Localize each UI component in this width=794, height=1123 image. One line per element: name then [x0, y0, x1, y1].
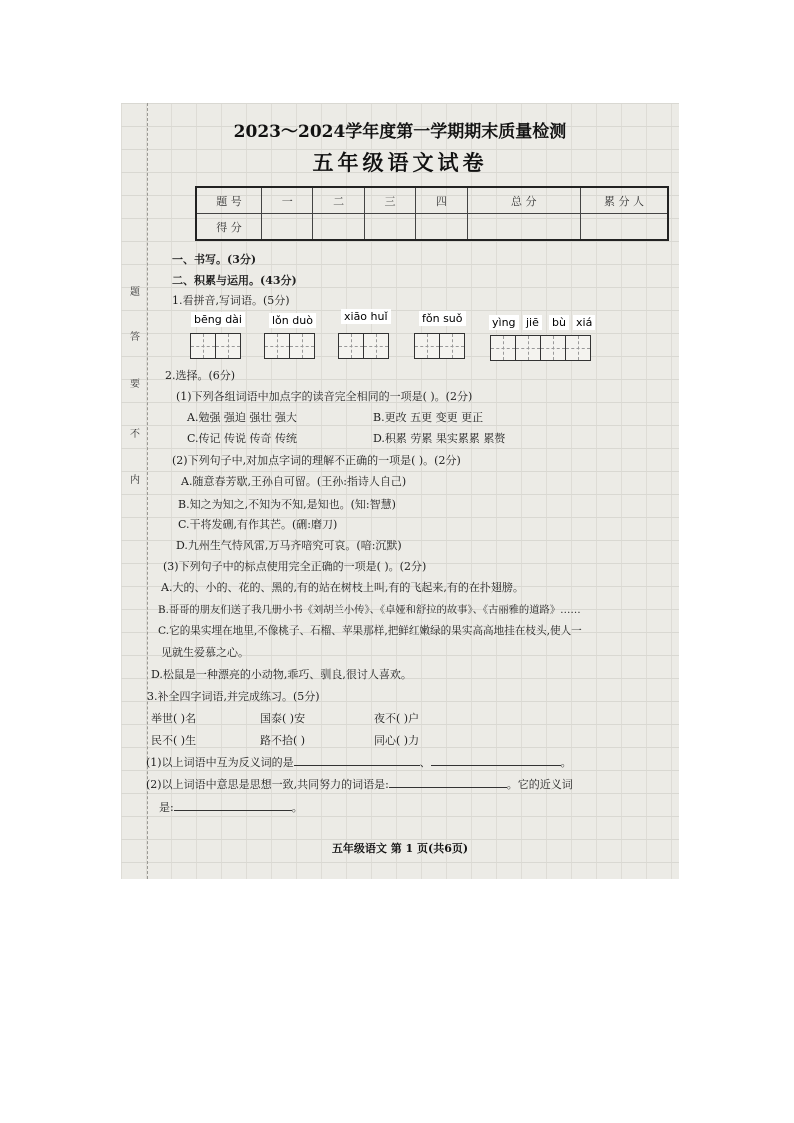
table-cell: 三 [364, 187, 415, 214]
question-text: (1)下列各组词语中加点字的读音完全相同的一项是( )。(2分) [176, 390, 473, 403]
table-row [196, 214, 668, 241]
pinyin-label: yìng [489, 315, 519, 330]
exam-subtitle: 五年级语文试卷 [312, 150, 488, 175]
option-text: A.随意春芳歇,王孙自可留。(王孙:指诗人自己) [181, 475, 407, 488]
score-cell[interactable] [581, 214, 669, 241]
period: 。 [291, 801, 303, 814]
exercise-text: 它的近义词 [517, 778, 573, 791]
score-cell[interactable] [416, 214, 467, 241]
question-title: 1.看拼音,写词语。(5分) [172, 294, 290, 307]
page-footer: 五年级语文 第 1 页(共6页) [331, 842, 469, 855]
option-text: C.干将发硎,有作其芒。(硎:磨刀) [178, 518, 338, 531]
writing-box-group[interactable] [490, 335, 591, 361]
option-text: A.勉强 强迫 强壮 强大 [187, 411, 297, 424]
question-title: 3.补全四字词语,并完成练习。(5分) [147, 690, 320, 703]
idiom-blank[interactable]: 民不( )生 [151, 734, 197, 747]
answer-blank[interactable] [389, 787, 507, 788]
exercise-line [146, 776, 573, 792]
exercise-line [159, 799, 303, 815]
exercise-text: 是: [159, 801, 174, 814]
option-text: D.松鼠是一种漂亮的小动物,乖巧、驯良,很讨人喜欢。 [151, 668, 412, 681]
side-char: 不 [130, 429, 140, 440]
score-cell[interactable] [467, 214, 581, 241]
writing-box-group[interactable] [264, 333, 315, 359]
side-char: 内 [130, 475, 140, 486]
score-cell[interactable] [364, 214, 415, 241]
question-text: (2)下列句子中,对加点字词的理解不正确的一项是( )。(2分) [172, 454, 461, 467]
idiom-blank[interactable]: 同心( )力 [374, 734, 420, 747]
side-char: 答 [130, 332, 140, 343]
pinyin-label: xiá [573, 315, 595, 330]
option-text: D.积累 劳累 果实累累 累赘 [373, 432, 506, 445]
separator: 、 [419, 756, 431, 769]
pinyin-label: fǒn suǒ [419, 311, 466, 326]
option-text: A.大的、小的、花的、黑的,有的站在树枝上叫,有的飞起来,有的在扑翅膀。 [161, 581, 524, 594]
question-text: (3)下列句子中的标点使用完全正确的一项是( )。(2分) [163, 560, 427, 573]
table-row [196, 187, 668, 214]
pinyin-label: xiāo huǐ [341, 309, 391, 324]
section-heading: 一、书写。(3分) [172, 253, 257, 266]
answer-blank[interactable] [294, 765, 420, 766]
option-text: B.知之为知之,不知为不知,是知也。(知:智慧) [178, 498, 396, 511]
pinyin-label: jiē [523, 315, 542, 330]
option-text: 见就生爱慕之心。 [161, 646, 249, 659]
writing-box-group[interactable] [190, 333, 241, 359]
writing-box-group[interactable] [338, 333, 389, 359]
exercise-text: (2)以上词语中意思是思想一致,共同努力的词语是: [146, 778, 389, 791]
exam-title: 2023～2024学年度第一学期期末质量检测 [233, 122, 567, 142]
table-cell: 一 [262, 187, 313, 214]
side-char: 题 [130, 287, 140, 298]
table-cell: 总 分 [467, 187, 581, 214]
score-cell[interactable] [313, 214, 364, 241]
option-text: B.更改 五更 变更 更正 [373, 411, 484, 424]
table-cell: 累 分 人 [581, 187, 669, 214]
table-cell: 题 号 [196, 187, 262, 214]
option-text: C.它的果实埋在地里,不像桃子、石榴、苹果那样,把鲜红嫩绿的果实高高地挂在枝头,使人一 [158, 625, 582, 637]
score-cell[interactable] [262, 214, 313, 241]
idiom-blank[interactable]: 夜不( )户 [374, 712, 420, 725]
exam-paper [121, 103, 679, 879]
period: 。 [560, 756, 572, 769]
table-cell: 二 [313, 187, 364, 214]
answer-blank[interactable] [431, 765, 561, 766]
option-text: B.哥哥的朋友们送了我几册小书《刘胡兰小传》、《卓娅和舒拉的故事》、《古丽雅的道路》…… [158, 604, 581, 616]
table-cell: 四 [416, 187, 467, 214]
table-cell: 得 分 [196, 214, 262, 241]
section-heading: 二、积累与运用。(43分) [172, 274, 297, 287]
exercise-text: (1)以上词语中互为反义词的是 [146, 756, 294, 769]
side-char: 要 [130, 379, 140, 390]
option-text: D.九州生气恃风雷,万马齐喑究可哀。(喑:沉默) [176, 539, 402, 552]
idiom-blank[interactable]: 国泰( )安 [260, 712, 306, 725]
exercise-line [146, 754, 572, 770]
pinyin-label: bēng dài [191, 312, 245, 327]
idiom-blank[interactable]: 路不拾( ) [260, 734, 306, 747]
writing-box-group[interactable] [414, 333, 465, 359]
answer-blank[interactable] [174, 810, 292, 811]
question-title: 2.选择。(6分) [165, 369, 236, 382]
idiom-blank[interactable]: 举世( )名 [151, 712, 197, 725]
option-text: C.传记 传说 传奇 传统 [187, 432, 298, 445]
pinyin-label: bù [549, 315, 569, 330]
pinyin-label: lǒn duò [269, 313, 316, 328]
score-table [195, 186, 669, 241]
period: 。 [506, 778, 518, 791]
